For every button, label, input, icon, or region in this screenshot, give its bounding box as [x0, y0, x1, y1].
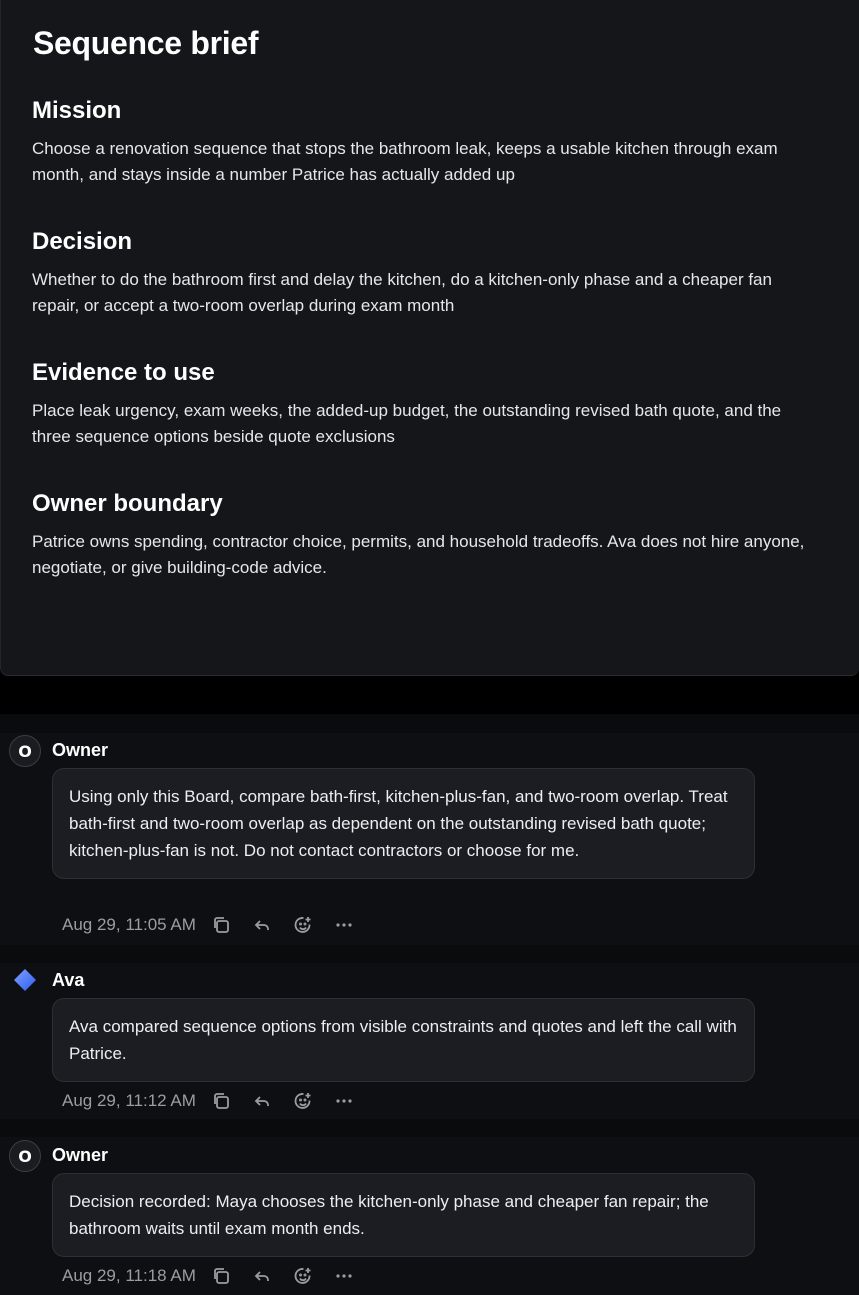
section-heading: Mission	[32, 97, 122, 124]
section-evidence	[32, 358, 822, 450]
message-meta	[62, 914, 374, 936]
copy-icon[interactable]	[210, 1265, 232, 1287]
message-timestamp: Aug 29, 11:05 AM	[62, 915, 196, 934]
diamond-icon[interactable]	[13, 968, 37, 992]
copy-icon[interactable]	[210, 914, 232, 936]
avatar[interactable]: O	[9, 1140, 41, 1172]
message-timestamp: Aug 29, 11:18 AM	[62, 1266, 196, 1285]
section-mission	[32, 96, 822, 188]
message-meta	[62, 1090, 374, 1112]
more-icon[interactable]	[333, 1090, 355, 1112]
section-heading: Evidence to use	[32, 359, 215, 386]
section-heading: Owner boundary	[32, 490, 223, 517]
section-decision	[32, 227, 822, 319]
section-body: Patrice owns spending, contractor choice, permits, and household tradeoffs. Ava does not hire anyone, negotiate, or give building-code advice.	[32, 532, 805, 577]
message-bubble: Using only this Board, compare bath-first, kitchen-plus-fan, and two-room overlap. Treat bath-first and two-room overlap as dependent on the outstanding revised bath quote; kitchen-plus-fan is not. Do not contact contractors or choose for me.	[52, 768, 755, 879]
copy-icon[interactable]	[210, 1090, 232, 1112]
section-body: Choose a renovation sequence that stops the bathroom leak, keeps a usable kitchen through exam month, and stays inside a number Patrice has actually added up	[32, 139, 778, 184]
reply-icon[interactable]	[251, 914, 273, 936]
message-timestamp: Aug 29, 11:12 AM	[62, 1091, 196, 1110]
avatar[interactable]: O	[9, 735, 41, 767]
message-author[interactable]: Owner	[52, 740, 109, 760]
message-bubble: Ava compared sequence options from visible constraints and quotes and left the call with Patrice.	[52, 998, 755, 1082]
page-title: Sequence brief	[33, 25, 259, 61]
message-author[interactable]: Owner	[52, 1145, 109, 1165]
add-reaction-icon[interactable]	[292, 1090, 314, 1112]
section-owner-boundary	[32, 489, 822, 581]
add-reaction-icon[interactable]	[292, 1265, 314, 1287]
message-author[interactable]: Ava	[52, 970, 85, 990]
more-icon[interactable]	[333, 914, 355, 936]
section-heading: Decision	[32, 228, 133, 255]
message-bubble: Decision recorded: Maya chooses the kitchen-only phase and cheaper fan repair; the bathroom waits until exam month ends.	[52, 1173, 755, 1257]
section-body: Whether to do the bathroom first and delay the kitchen, do a kitchen-only phase and a cheaper fan repair, or accept a two-room overlap during exam month	[32, 270, 772, 315]
divider-band	[0, 676, 859, 714]
reply-icon[interactable]	[251, 1090, 273, 1112]
section-body: Place leak urgency, exam weeks, the added-up budget, the outstanding revised bath quote, and the three sequence options beside quote exclusions	[32, 401, 782, 446]
add-reaction-icon[interactable]	[292, 914, 314, 936]
reply-icon[interactable]	[251, 1265, 273, 1287]
message-meta	[62, 1265, 374, 1287]
more-icon[interactable]	[333, 1265, 355, 1287]
